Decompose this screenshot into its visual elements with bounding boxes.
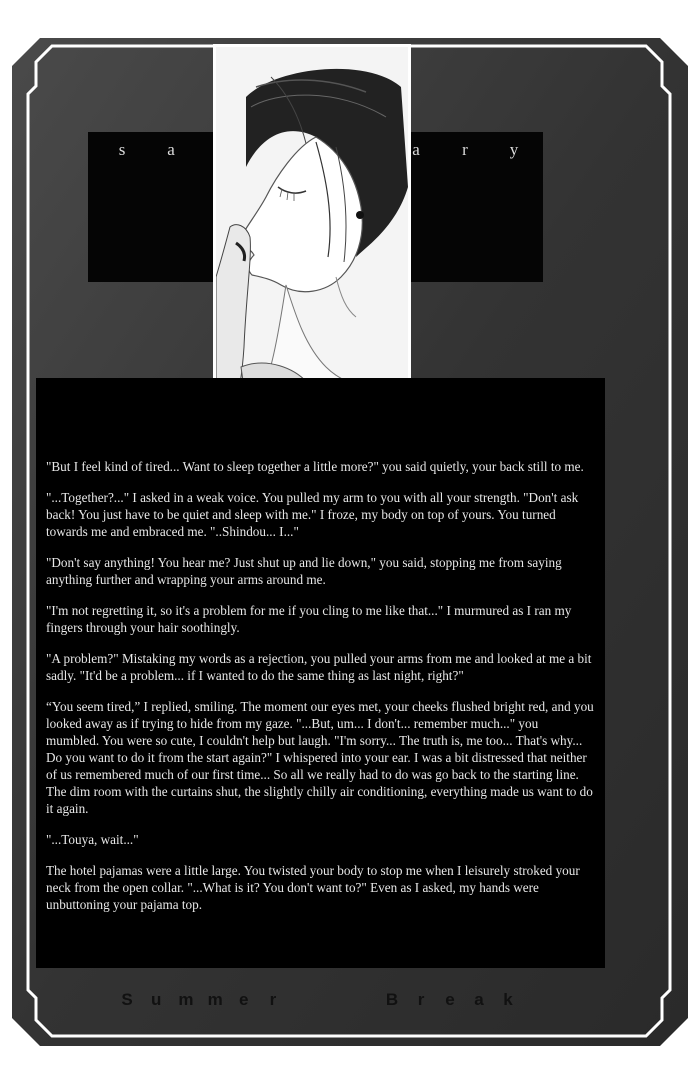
title-letter: s	[118, 140, 126, 159]
footer-word-summer	[120, 990, 280, 1010]
footer-letter: u	[150, 990, 162, 1009]
story-paragraph: "But I feel kind of tired... Want to sleep together a little more?" you said quietly, your back still to me.	[46, 459, 584, 474]
footer-letter: S	[121, 990, 133, 1009]
footer-letter: r	[269, 990, 277, 1009]
illustration-panel	[213, 44, 411, 412]
footer-letter: e	[239, 990, 249, 1009]
story-paragraph: "I'm not regretting it, so it's a problem for me if you cling to me like that..." I murmured as I ran my fingers through your hair soothingly.	[46, 603, 572, 635]
story-paragraph: "...Touya, wait..."	[46, 832, 139, 847]
footer-title-summer-break	[120, 990, 520, 1014]
footer-letter: r	[417, 990, 425, 1009]
footer-letter: k	[503, 990, 513, 1009]
footer-letter: e	[445, 990, 455, 1009]
story-paragraph: “You seem tired,” I replied, smiling. The moment our eyes met, your cheeks flushed bright red, and you looked away as if trying to hide from my gaze. "...But, um... I don't... remember much..." you mumbled. You were so cute, I couldn't help but laugh. "I'm sorry... The truth is, me too... That's why... Do you want to do it from the start again?" I whispered into your ear. I was a bit distressed that neither of us remembered much of our first time... So all we really had to do was go back to the starting line. The dim room with the curtains shut, the slightly chilly air conditioning, everything made us want to do it again.	[46, 699, 594, 816]
footer-letter: a	[474, 990, 484, 1009]
story-paragraph: "...Together?..." I asked in a weak voice. You pulled my arm to you with all your strength. "Don't ask back! You just have to be quiet and sleep with me." I froze, my body on top of yours. You turned towards me and embraced me. "..Shindou... I..."	[46, 490, 579, 539]
story-paragraph: "A problem?" Mistaking my words as a rejection, you pulled your arms from me and looked at me a bit sadly. "It'd be a problem... if I wanted to do the same thing as last night, right?"	[46, 651, 592, 683]
title-letter: r	[462, 140, 468, 159]
story-text	[46, 458, 594, 927]
title-letter: a	[167, 140, 175, 159]
title-letter: a	[412, 140, 420, 159]
footer-letter: m	[178, 990, 194, 1009]
footer-letter: B	[385, 990, 399, 1009]
illustration-image	[216, 47, 408, 409]
footer-word-break	[385, 990, 515, 1010]
title-letter: y	[509, 140, 519, 159]
story-paragraph: "Don't say anything! You hear me? Just shut up and lie down," you said, stopping me from saying anything further and wrapping your arms around me.	[46, 555, 562, 587]
story-paragraph: The hotel pajamas were a little large. You twisted your body to stop me when I leisurely stroked your neck from the open collar. "...What is it? You don't want to?" Even as I asked, my hands were unbuttoning your pajama top.	[46, 863, 580, 912]
footer-letter: m	[207, 990, 223, 1009]
